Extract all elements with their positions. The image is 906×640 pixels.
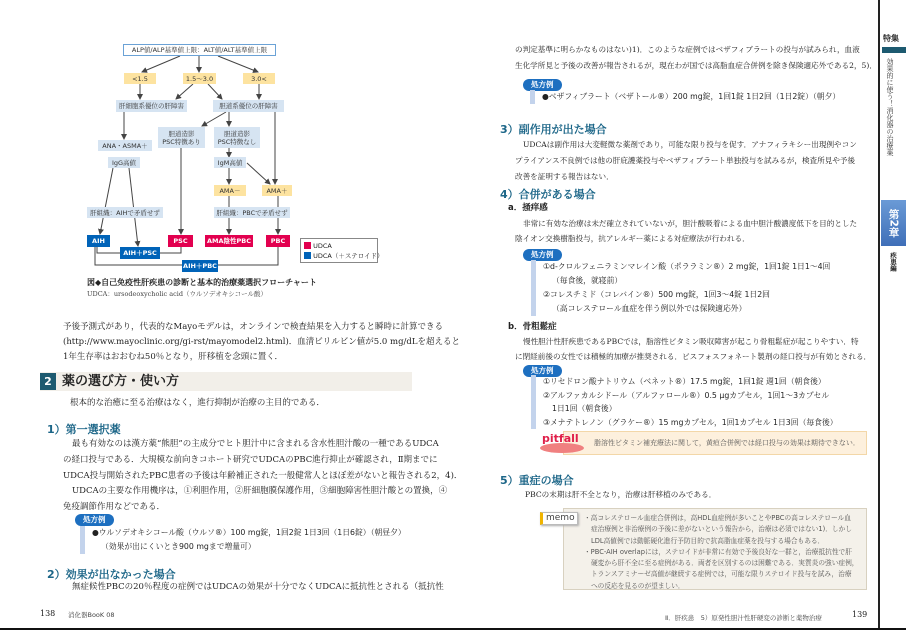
- heading-complications: 4）合併がある場合: [500, 188, 596, 201]
- flowchart-biliary: 胆道系優位の肝障害: [213, 100, 284, 112]
- section-heading: [40, 372, 412, 391]
- legend-item-udca: UDCA: [304, 241, 374, 251]
- flowchart-legend: [300, 238, 384, 263]
- special-bar: [882, 47, 906, 53]
- flowchart-ratio-box: ALP値/ALP基準値上限：ALT値/ALT基準値上限: [123, 44, 276, 56]
- flowchart-pbc: PBC: [266, 235, 290, 247]
- legend-item-udca-steroid: UDCA（＋ステロイド）: [304, 251, 374, 261]
- paragraph-side-effects: UDCAは副作用は大変軽微な薬剤であり，可能な限り投与を促す．アナフィラキシー出現例やコン プライアンス不良例では他の肝庇護薬投与やベザフィブラート単独投与を試みるが，検査所見や予後 改善を証明する報告はない．: [515, 140, 857, 181]
- prescription-badge: 処方例: [523, 365, 562, 377]
- paragraph-ineffective: 無症候性PBCの20％程度の症例ではUDCAの効果が十分でなくUDCAに抵抗性とされる（抵抗性: [72, 582, 444, 592]
- prescription-osteoporosis: ①リセドロン酸ナトリウム（ベネット®）17.5 mg錠，1回1錠 週1回（朝食後） ②アルファカルシドール（アルファロール®）0.5 μgカプセル，1回1～3カプセル 1日1回（朝食後） ③メナテトレノン（グラケー®）15 mgカプセル，1回1カプセル 1日3回（毎食後）: [531, 375, 838, 429]
- special-title: 効果的に使う！消化器の治療薬: [886, 58, 894, 156]
- figure-caption: 図◆自己免疫性肝疾患の診断と基本的治療薬選択フローチャート: [87, 278, 317, 287]
- prescription-badge: 処方例: [75, 514, 114, 526]
- pitfall-label: pitfall: [542, 432, 579, 445]
- chapter-sidebar: [878, 0, 906, 630]
- section-title: 薬の選び方・使い方: [62, 374, 180, 389]
- legend-swatch-red: [304, 242, 311, 249]
- flowchart-aih-psc: AIH＋PSC: [120, 247, 160, 259]
- flowchart-aih: AIH: [87, 235, 110, 247]
- heading-severe: 5）重症の場合: [500, 474, 574, 487]
- prescription-pruritus: ①d-クロルフェニラミンマレイン酸（ポララミン®）2 mg錠，1回1錠 1日1～4回 （毎食後，就寝前） ②コレスチミド（コレバイン®）500 mg錠，1回3～4錠 1日2回 （高コレステロール血症を伴う例以外では保険適応外）: [531, 260, 830, 316]
- paragraph-pruritus: 非常に有効な治療は未だ確立されていないが，胆汁酸吸着による血中胆汁酸濃度低下を目的とした 陰イオン交換樹脂投与，抗アレルギー薬による対症療法が行われる．: [515, 219, 858, 243]
- pitfall-text: 脂溶性ビタミン補充療法に関して，黄疸合併例では経口投与の効果は期待できない．: [594, 439, 860, 447]
- special-label: 特集: [883, 34, 899, 43]
- paragraph-severe: PBCの末期は肝不全となり，治療は肝移植のみである．: [525, 490, 717, 499]
- flowchart-igg: IgG高値: [108, 157, 140, 168]
- flowchart-ratio-high: 3.0<: [243, 73, 275, 84]
- prescription-udca: ●ウルソデオキシコール酸（ウルソ®）100 mg錠，1回2錠 1日3回（1日6錠）（朝昼夕） （効果が出にくいとき900 mgまで増量可）: [80, 526, 406, 554]
- chapter-footer: Ⅱ．肝疾患 5）原発性胆汁性肝硬変の診断と薬物治療: [665, 614, 822, 622]
- flowchart-psc-yes: 胆道造影 PSC特徴あり: [158, 127, 205, 148]
- flowchart-psc-no: 胆道造影 PSC特徴なし: [214, 127, 260, 148]
- subheading-pruritus: a．掻痒感: [508, 203, 548, 213]
- subheading-osteoporosis: b．骨粗鬆症: [508, 322, 557, 332]
- flowchart-ratio-low: <1.5: [124, 73, 156, 84]
- prescription-bezafibrate: ●ベザフィブラート（ベザトール®）200 mg錠，1回1錠 1日2回（1日2錠）（朝夕）: [530, 90, 840, 104]
- heading-side-effects: 3）副作用が出た場合: [500, 123, 607, 136]
- section-number: 2: [40, 373, 56, 390]
- flowchart-ana-asma: ANA・ASMA＋: [98, 140, 152, 151]
- book-title: 消化器BooK 08: [68, 611, 115, 619]
- flowchart-histology-pbc: 肝組織：PBCで矛盾せず: [214, 207, 290, 218]
- memo-text: ・高コレステロール血症合併例は，高HDL血症例が多いことやPBCの高コレステロール血 症治療例と非治療例の予後に差がないという報告から，治療は必須ではない1)．しかし LDL高値例では動脈硬化進行予防目的で抗高脂血症薬を投与する場合もある． ・PBC-AIH overlapには，ステロイドが非常に有効で予後良好な一群と，治療抵抗性で肝 硬変から肝不全に至る症例がある．両者を区別するのは困難である．実質炎の強い症例， トランスアミナーゼ高値が継続する症例では，可能な限りステロイド投与を試み，治療 への反応を見るのが望ましい．: [584, 514, 859, 590]
- flowchart-psc: PSC: [168, 235, 193, 247]
- flowchart-histology-aih: 肝組織：AIHで矛盾せず: [87, 207, 163, 218]
- section-intro: 根本的な治癒に至る治療はなく，進行抑制が治療の主目的である．: [70, 398, 325, 408]
- chapter-badge: 第2章: [881, 200, 906, 246]
- paragraph-first-line: 最も有効なのは漢方薬“熊胆”の主成分でヒト胆汁中に含まれる含水性胆汁酸の一種であるUDCA の経口投与である．大規模な前向きコホート研究でUDCAのPBC進行抑止が確認され，Ⅱ期までに UDCA投与開始されたPBC患者の予後は年齢補正された一般健常人とほぼ差がないと報告される2，4)． UDCAの主要な作用機序は，①利胆作用，②肝細胞膜保護作用，③細胞障害性胆汁酸との置換，④ 免疫調節作用などである．: [63, 439, 463, 513]
- heading-ineffective: 2）効果が出なかった場合: [47, 568, 176, 581]
- flowchart-hepatocellular: 肝細胞系優位の肝障害: [116, 100, 187, 112]
- page-bottom-border: [0, 628, 906, 630]
- prescription-badge: 処方例: [523, 79, 562, 91]
- flowchart-aih-pbc: AIH＋PBC: [183, 262, 217, 270]
- flowchart-ama-negative-pbc: AMA陰性PBC: [206, 237, 252, 245]
- legend-swatch-blue: [304, 252, 311, 259]
- pitfall-box: [563, 431, 867, 455]
- prescription-badge: 処方例: [523, 249, 562, 261]
- paragraph-osteoporosis: 慢性胆汁性肝疾患であるPBCでは，脂溶性ビタミン吸収障害が起こり骨粗鬆症が起こりやすい．特 に閉経前後の女性では積極的加療が推奨される．ビスフォスフォネート製剤の経口投与が有効とされる．: [515, 337, 872, 361]
- heading-first-line: 1）第一選択薬: [47, 423, 121, 436]
- figure-subcaption: UDCA：ursodeoxycholic acid（ウルソデオキシコール酸）: [87, 290, 267, 298]
- memo-box: [563, 508, 867, 590]
- page-number-left: 138: [40, 609, 56, 618]
- page-number-right: 139: [852, 610, 868, 619]
- paragraph-bezafibrate: の判定基準に明らかなものはない)1)．このような症例ではベザフィブラートの投与が試みられ，血液 生化学所見と予後の改善が報告されるが，現在わが国では高脂血症合併例を除き保険適応外である2，5)．: [515, 45, 877, 70]
- paragraph-prognosis: 予後予測式があり，代表的なMayoモデルは，オンラインで検査結果を入力すると瞬時に計算できる (http://www.mayoclinic.org/gi-rst/mayomodel2.html)．血清ビリルビン値が5.0 mg/dLを超えると 1年生存率はおおむね50％となり，肝移植を念頭に置く．: [63, 322, 460, 362]
- flowchart-ama-pos: AMA＋: [262, 185, 292, 196]
- flowchart-ratio-mid: 1.5～3.0: [183, 73, 216, 84]
- flowchart-igm: IgM高値: [214, 157, 246, 168]
- part-label: 疾患編: [889, 252, 897, 272]
- flowchart-ama-neg: AMA－: [214, 185, 246, 196]
- memo-label: memo: [540, 512, 578, 525]
